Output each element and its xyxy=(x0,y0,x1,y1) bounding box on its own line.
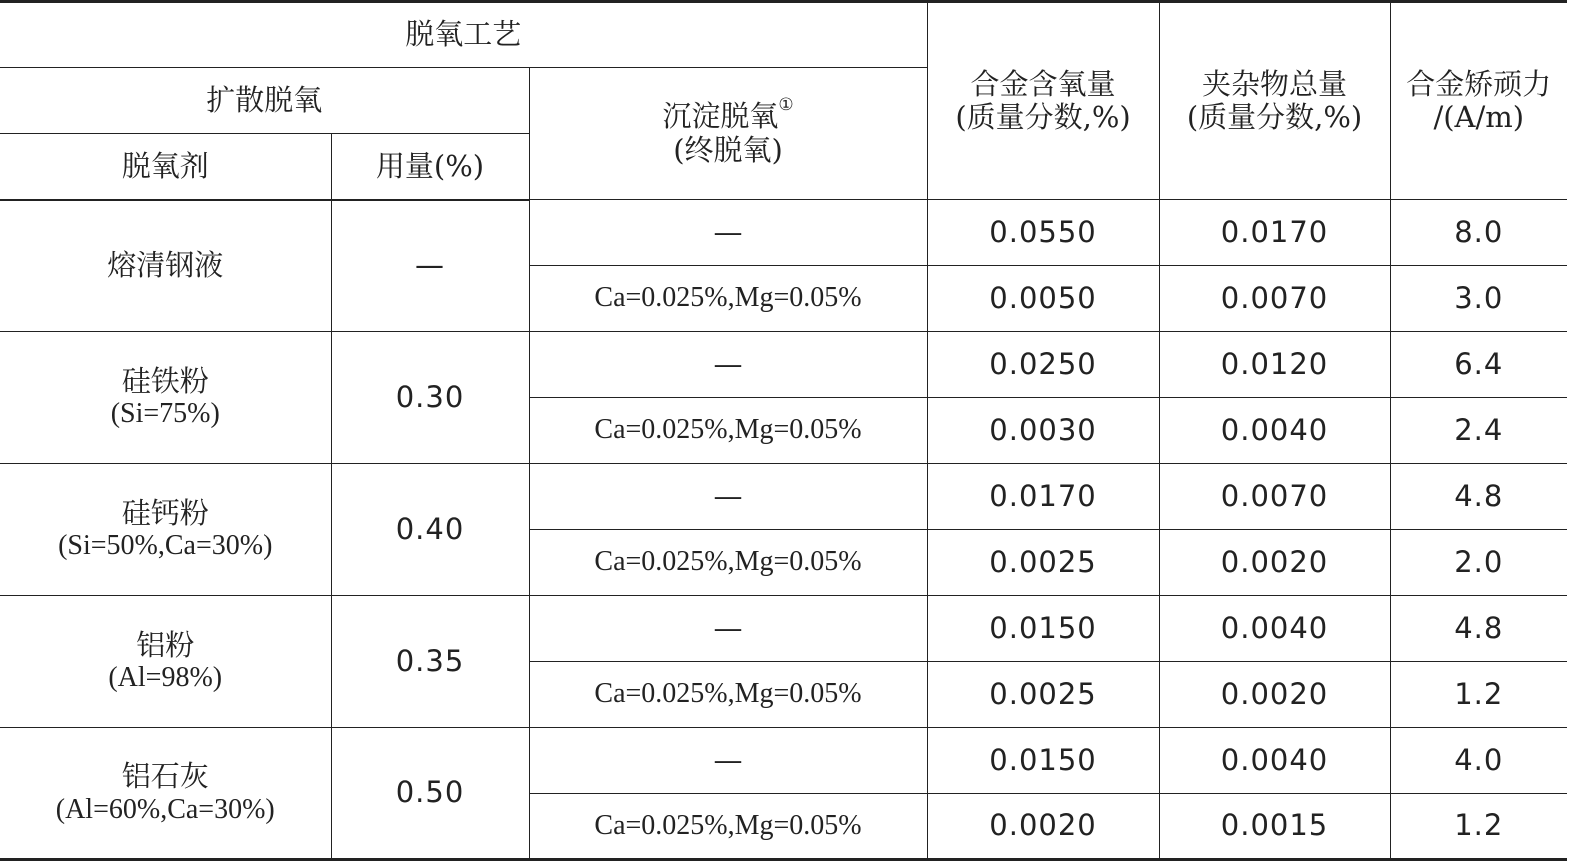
inclusion-cell: 0.0020 xyxy=(1159,530,1390,596)
oxygen-cell: 0.0025 xyxy=(927,530,1159,596)
dosage-cell: — xyxy=(331,200,529,332)
oxygen-cell: 0.0030 xyxy=(927,398,1159,464)
coercivity-cell: 1.2 xyxy=(1390,794,1567,860)
coercivity-cell: 2.0 xyxy=(1390,530,1567,596)
footnote-mark: ① xyxy=(778,95,794,116)
precip-cell: — xyxy=(529,596,927,662)
precip-cell: Ca=0.025%,Mg=0.05% xyxy=(529,530,927,596)
header-inclusion-total: 夹杂物总量 (质量分数,%) xyxy=(1159,2,1390,200)
header-dosage: 用量(%) xyxy=(331,134,529,200)
inclusion-cell: 0.0015 xyxy=(1159,794,1390,860)
header-process: 脱氧工艺 xyxy=(0,2,927,68)
dosage-cell: 0.40 xyxy=(331,464,529,596)
table-row xyxy=(0,596,1567,662)
coercivity-cell: 4.8 xyxy=(1390,596,1567,662)
oxygen-cell: 0.0150 xyxy=(927,728,1159,794)
oxygen-cell: 0.0025 xyxy=(927,662,1159,728)
table-row xyxy=(0,332,1567,398)
coercivity-cell: 1.2 xyxy=(1390,662,1567,728)
precip-cell: — xyxy=(529,728,927,794)
agent-cell: 铝粉 (Al=98%) xyxy=(0,596,331,728)
coercivity-cell: 4.0 xyxy=(1390,728,1567,794)
precip-cell: — xyxy=(529,464,927,530)
dosage-cell: 0.50 xyxy=(331,728,529,860)
precip-cell: Ca=0.025%,Mg=0.05% xyxy=(529,398,927,464)
precip-cell: Ca=0.025%,Mg=0.05% xyxy=(529,794,927,860)
inclusion-cell: 0.0040 xyxy=(1159,728,1390,794)
coercivity-cell: 2.4 xyxy=(1390,398,1567,464)
inclusion-cell: 0.0120 xyxy=(1159,332,1390,398)
table-row xyxy=(0,464,1567,530)
dosage-cell: 0.30 xyxy=(331,332,529,464)
inclusion-cell: 0.0070 xyxy=(1159,464,1390,530)
inclusion-cell: 0.0070 xyxy=(1159,266,1390,332)
precip-cell: Ca=0.025%,Mg=0.05% xyxy=(529,266,927,332)
header-diffusion: 扩散脱氧 xyxy=(0,68,529,134)
coercivity-cell: 6.4 xyxy=(1390,332,1567,398)
precip-cell: — xyxy=(529,200,927,266)
table-row xyxy=(0,728,1567,794)
oxygen-cell: 0.0170 xyxy=(927,464,1159,530)
precip-cell: Ca=0.025%,Mg=0.05% xyxy=(529,662,927,728)
coercivity-cell: 3.0 xyxy=(1390,266,1567,332)
agent-cell: 硅钙粉 (Si=50%,Ca=30%) xyxy=(0,464,331,596)
agent-cell: 熔清钢液 xyxy=(0,200,331,332)
agent-cell: 硅铁粉 (Si=75%) xyxy=(0,332,331,464)
inclusion-cell: 0.0040 xyxy=(1159,596,1390,662)
table-row xyxy=(0,200,1567,266)
header-deoxidizer: 脱氧剂 xyxy=(0,134,331,200)
header-precipitation: 沉淀脱氧① (终脱氧) xyxy=(529,68,927,200)
coercivity-cell: 8.0 xyxy=(1390,200,1567,266)
oxygen-cell: 0.0050 xyxy=(927,266,1159,332)
coercivity-cell: 4.8 xyxy=(1390,464,1567,530)
agent-cell: 铝石灰 (Al=60%,Ca=30%) xyxy=(0,728,331,860)
dosage-cell: 0.35 xyxy=(331,596,529,728)
oxygen-cell: 0.0550 xyxy=(927,200,1159,266)
precip-cell: — xyxy=(529,332,927,398)
header-coercivity: 合金矫顽力 /(A/m) xyxy=(1390,2,1567,200)
header-oxygen-content: 合金含氧量 (质量分数,%) xyxy=(927,2,1159,200)
oxygen-cell: 0.0250 xyxy=(927,332,1159,398)
inclusion-cell: 0.0170 xyxy=(1159,200,1390,266)
inclusion-cell: 0.0020 xyxy=(1159,662,1390,728)
oxygen-cell: 0.0020 xyxy=(927,794,1159,860)
inclusion-cell: 0.0040 xyxy=(1159,398,1390,464)
oxygen-cell: 0.0150 xyxy=(927,596,1159,662)
